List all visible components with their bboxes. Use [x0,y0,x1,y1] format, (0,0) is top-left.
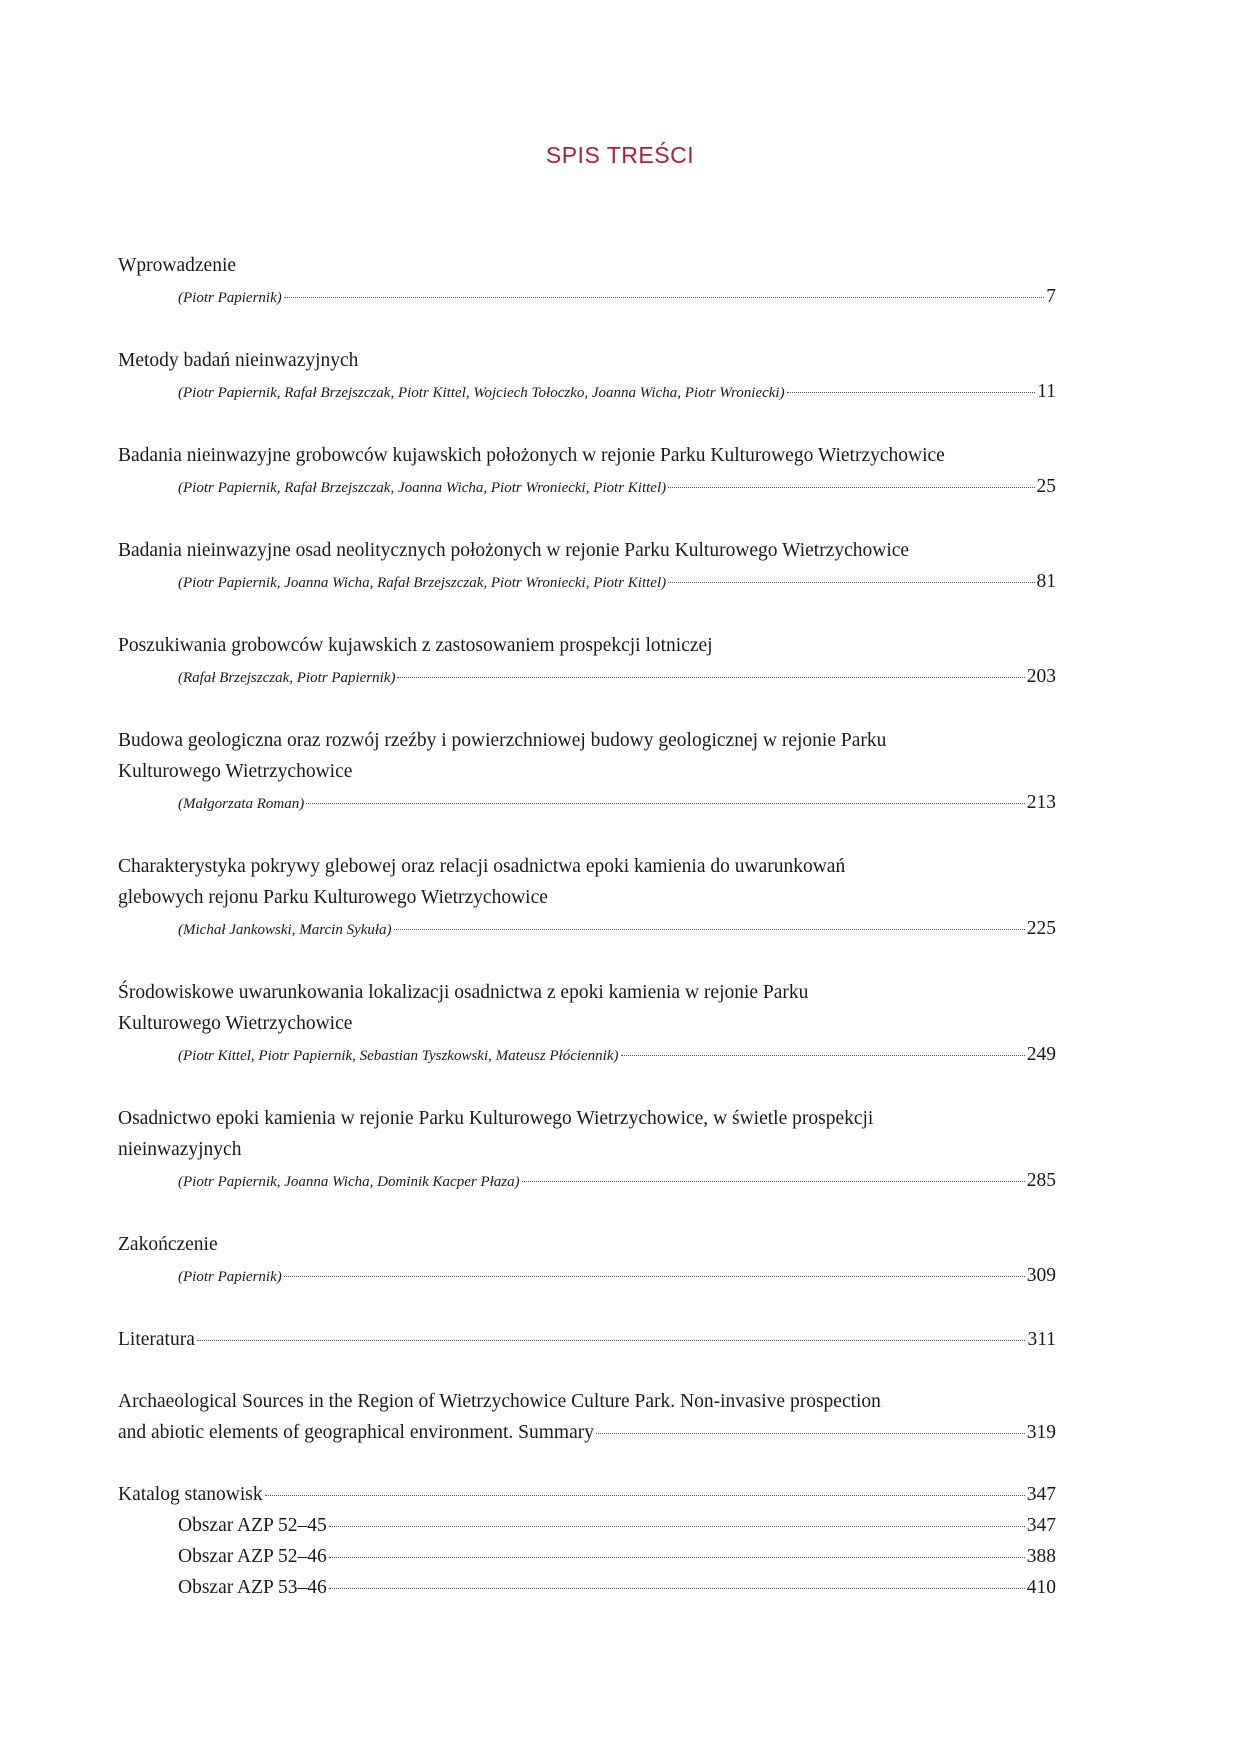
dot-leader [787,392,1036,393]
entry-title: Badania nieinwazyjne osad neolitycznych położonych w rejonie Parku Kulturowego Wietrzychowice [118,540,910,561]
entry-page-number: 319 [1026,1422,1056,1443]
entry-title: Badania nieinwazyjne grobowców kujawskich położonych w rejonie Parku Kulturowego Wietrzychowice [118,445,945,466]
entry-title-line: Archaeological Sources in the Region of Wietrzychowice Culture Park. Non-invasive prospection [118,1391,881,1412]
toc-entry [118,345,1056,409]
dot-leader [668,487,1034,488]
entry-main-line [118,1324,1056,1355]
dot-leader [197,1340,1026,1341]
entry-page-number: 203 [1026,666,1056,687]
page-title: SPIS TREŚCI [545,142,695,168]
entry-authors: (Małgorzata Roman) [178,796,305,812]
entry-page-number: 249 [1026,1044,1056,1065]
toc-entry [118,1229,1056,1293]
entry-page-number: 225 [1026,918,1056,939]
entry-author-line [118,1165,1056,1198]
dot-leader [397,677,1024,678]
entry-authors: (Piotr Papiernik, Joanna Wicha, Rafał Brzejszczak, Piotr Wroniecki, Piotr Kittel) [178,575,667,591]
katalog-sub-item [118,1541,1056,1572]
toc-entry [118,440,1056,504]
table-of-contents [118,250,1056,1603]
entry-page-number: 347 [1026,1484,1056,1505]
entry-title-line: Kulturowego Wietrzychowice [118,1013,353,1034]
entry-authors: (Piotr Papiernik, Rafał Brzejszczak, Piotr Kittel, Wojciech Tołoczko, Joanna Wicha, Piotr Wroniecki) [178,385,785,401]
dot-leader [394,929,1025,930]
toc-entry [118,851,1056,946]
dot-leader [621,1055,1025,1056]
entry-authors: (Piotr Papiernik, Joanna Wicha, Dominik Kacper Płaza) [178,1174,520,1190]
entry-title-line: Budowa geologiczna oraz rozwój rzeźby i powierzchniowej budowy geologicznej w rejonie Parku [118,730,887,751]
entry-page-number: 311 [1027,1329,1056,1350]
entry-main-line [118,1479,1056,1510]
entry-authors: (Piotr Papiernik) [178,1269,282,1285]
entry-author-line [118,913,1056,946]
toc-entry-literatura [118,1324,1056,1355]
entry-title-line: Charakterystyka pokrywy glebowej oraz relacji osadnictwa epoki kamienia do uwarunkowań [118,856,846,877]
dot-leader [596,1433,1025,1434]
entry-authors: (Piotr Kittel, Piotr Papiernik, Sebastian Tyszkowski, Mateusz Płóciennik) [178,1048,619,1064]
dot-leader [329,1557,1025,1558]
entry-main-line [118,1417,1056,1448]
entry-author-line [118,1260,1056,1293]
entry-authors: (Piotr Papiernik, Rafał Brzejszczak, Joanna Wicha, Piotr Wroniecki, Piotr Kittel) [178,480,667,496]
toc-entry [118,250,1056,314]
entry-title: Zakończenie [118,1234,218,1255]
entry-author-line [118,281,1056,314]
entry-author-line [118,471,1056,504]
entry-page-number: 285 [1026,1170,1056,1191]
entry-title-line: and abiotic elements of geographical environment. Summary [118,1422,594,1443]
entry-title: Wprowadzenie [118,255,237,276]
sub-item-label: Obszar AZP 53–46 [178,1577,327,1598]
entry-title-line: glebowych rejonu Parku Kulturowego Wietrzychowice [118,887,548,908]
entry-title-line: Osadnictwo epoki kamienia w rejonie Parku Kulturowego Wietrzychowice, w świetle prospekcji [118,1108,874,1129]
entry-authors: (Piotr Papiernik) [178,290,282,306]
entry-title: Metody badań nieinwazyjnych [118,350,359,371]
entry-page-number: 347 [1026,1515,1056,1536]
entry-title: Poszukiwania grobowców kujawskich z zastosowaniem prospekcji lotniczej [118,635,713,656]
entry-page-number: 81 [1036,571,1056,592]
katalog-sub-item [118,1572,1056,1603]
dot-leader [306,803,1025,804]
toc-entry-katalog [118,1479,1056,1603]
toc-entry [118,977,1056,1072]
dot-leader [668,582,1034,583]
entry-title-line: Kulturowego Wietrzychowice [118,761,353,782]
entry-page-number: 213 [1026,792,1056,813]
toc-entry [118,630,1056,694]
dot-leader [522,1181,1025,1182]
entry-authors: (Rafał Brzejszczak, Piotr Papiernik) [178,670,396,686]
entry-title-line: Środowiskowe uwarunkowania lokalizacji osadnictwa z epoki kamienia w rejonie Parku [118,982,809,1003]
entry-title-line: nieinwazyjnych [118,1139,242,1160]
dot-leader [284,297,1045,298]
sub-item-label: Obszar AZP 52–46 [178,1546,327,1567]
entry-page-number: 25 [1036,476,1056,497]
entry-page-number: 11 [1037,381,1056,402]
sub-item-label: Obszar AZP 52–45 [178,1515,327,1536]
entry-authors: (Michał Jankowski, Marcin Sykuła) [178,922,392,938]
dot-leader [329,1526,1025,1527]
entry-title: Katalog stanowisk [118,1484,263,1505]
dot-leader [329,1588,1025,1589]
dot-leader [284,1276,1025,1277]
toc-entry-summary [118,1386,1056,1448]
katalog-sub-item [118,1510,1056,1541]
toc-entry [118,535,1056,599]
entry-author-line [118,376,1056,409]
entry-page-number: 7 [1046,286,1056,307]
dot-leader [265,1495,1025,1496]
entry-title: Literatura [118,1329,195,1350]
entry-author-line [118,787,1056,820]
entry-page-number: 410 [1026,1577,1056,1598]
toc-entry [118,1103,1056,1198]
entry-author-line [118,1039,1056,1072]
toc-entry [118,725,1056,820]
entry-author-line [118,566,1056,599]
entry-author-line [118,661,1056,694]
entry-page-number: 309 [1026,1265,1056,1286]
entry-page-number: 388 [1026,1546,1056,1567]
